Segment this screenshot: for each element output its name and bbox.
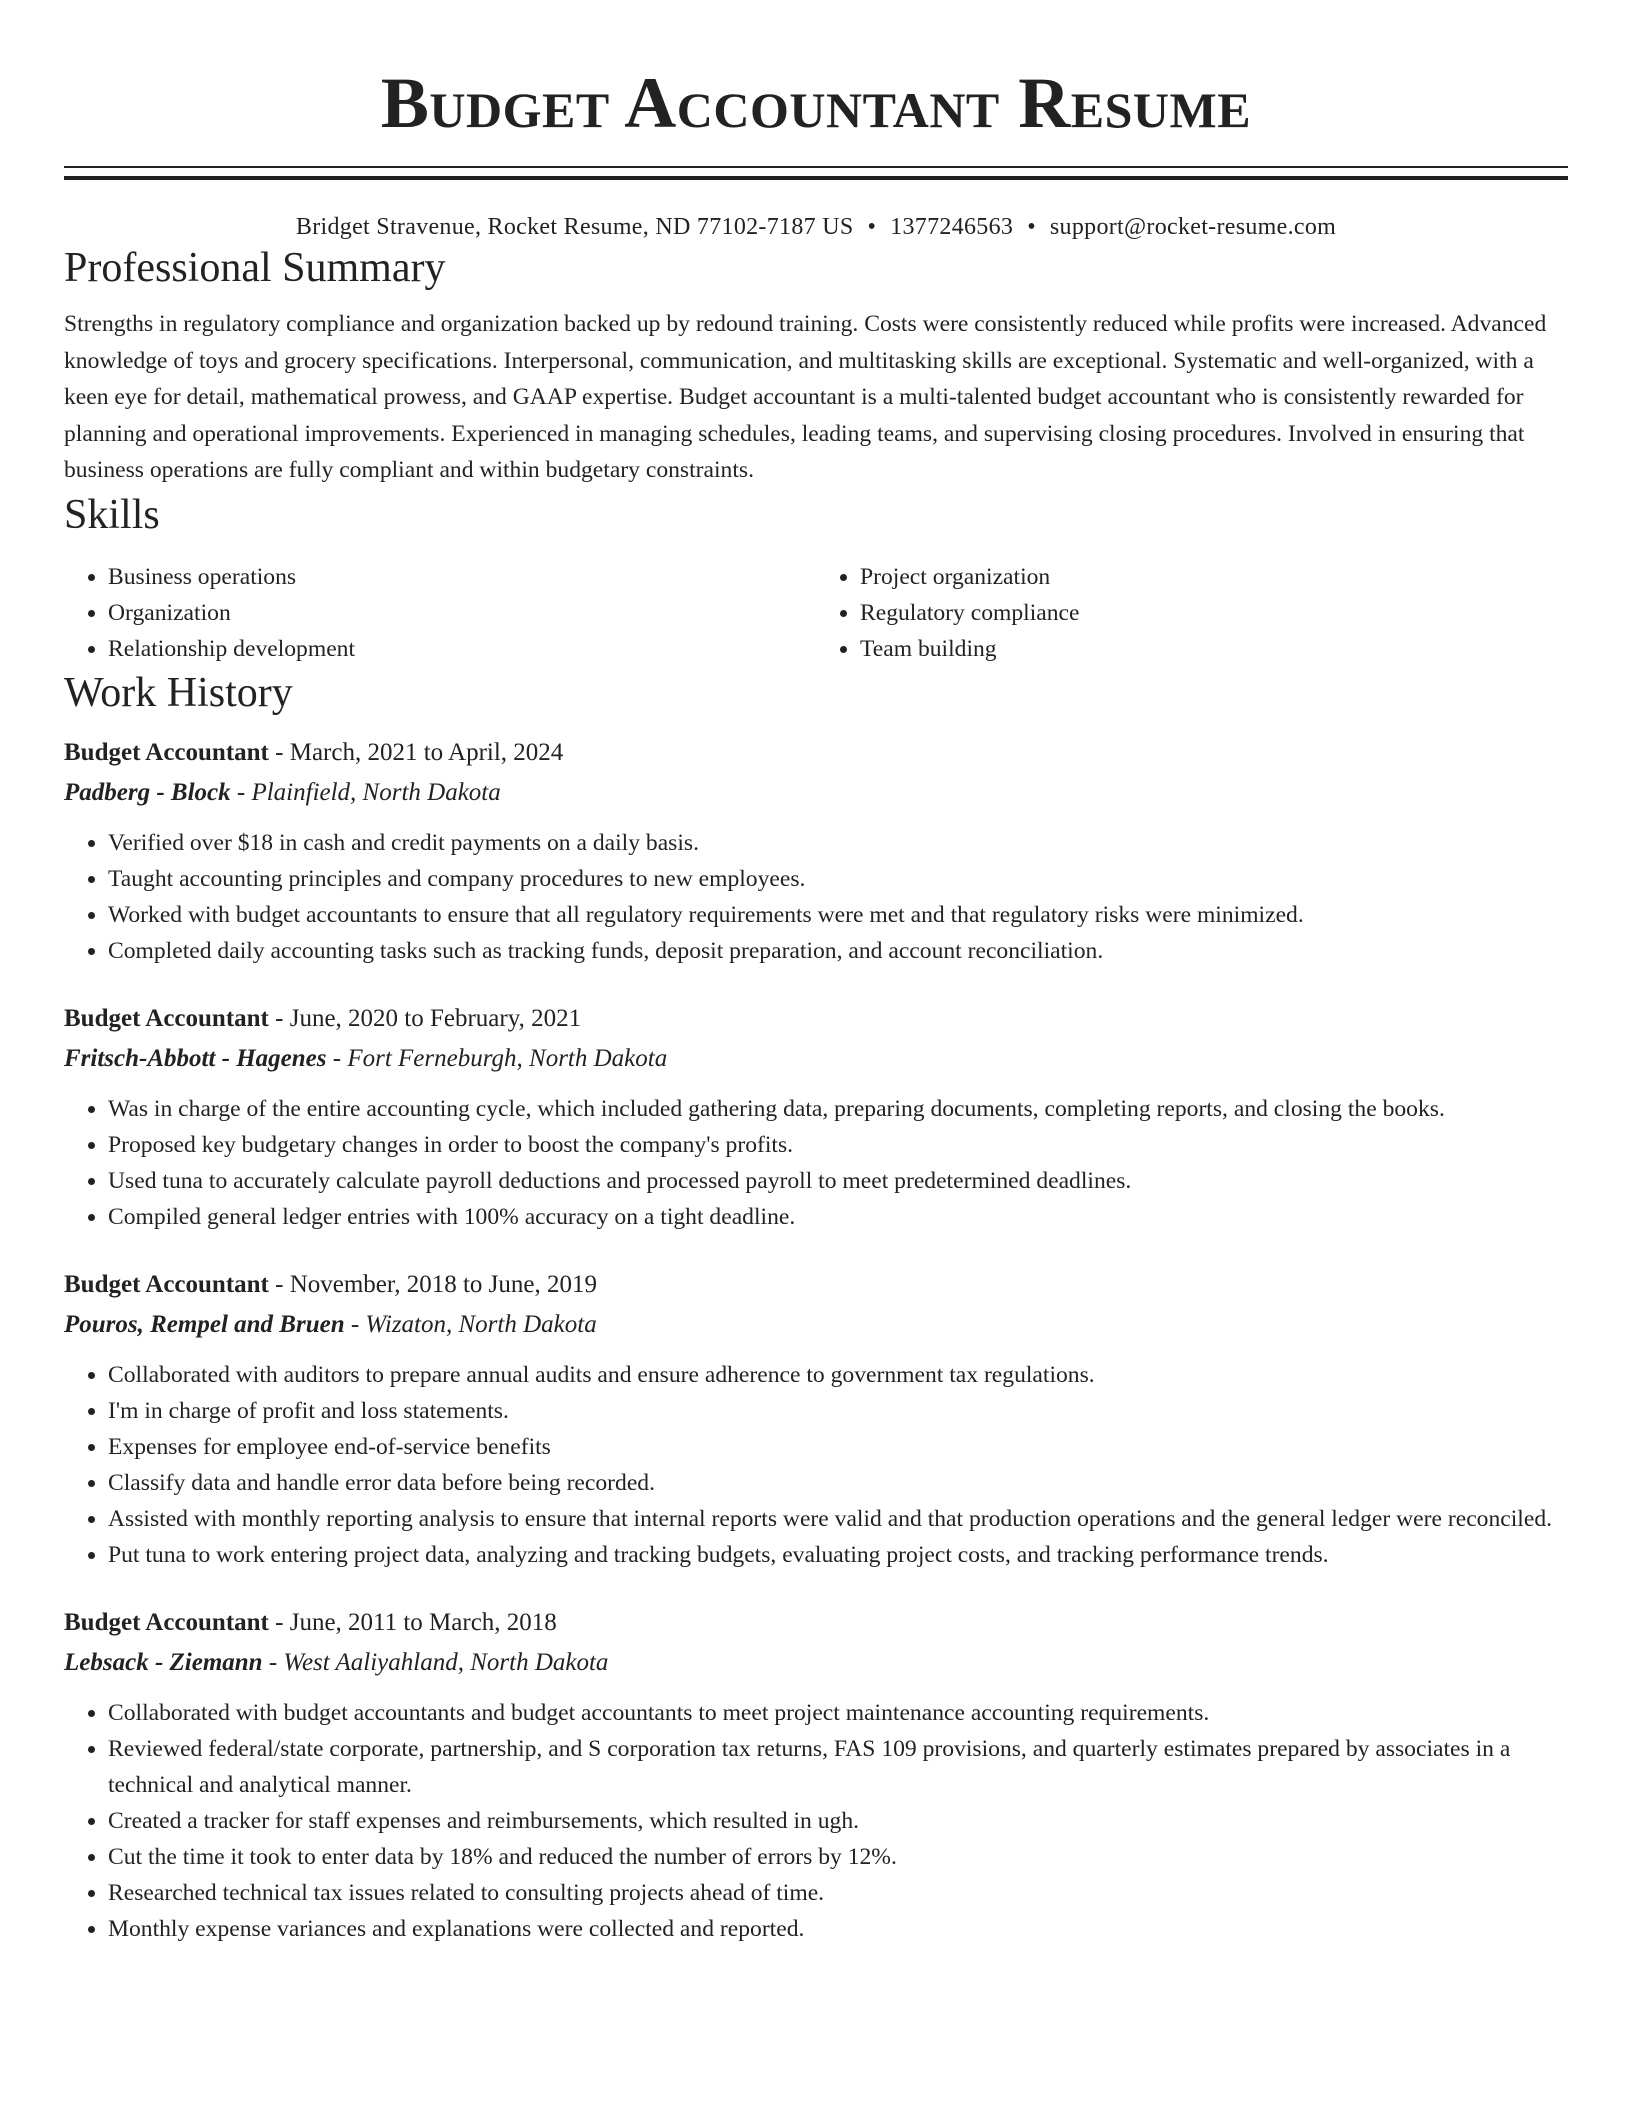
job-company: Pouros, Rempel and Bruen	[64, 1310, 345, 1338]
summary-text: Strengths in regulatory compliance and organization backed up by redound training. Costs were consistently reduced while profits were increased. Advanced knowledge of toys and grocery specifications. Interpersonal, communication, and multitasking skills are exceptional. Systematic and well-organized, with a keen eye for detail, mathematical prowess, and GAAP expertise. Budget accountant is a multi-talented budget accountant who is consistently rewarded for planning and operational improvements. Experienced in managing schedules, leading teams, and supervising closing procedures. Involved in ensuring that business operations are fully compliant and within budgetary constraints.	[64, 311, 1547, 483]
job-dates: - June, 2020 to February, 2021	[268, 1004, 582, 1032]
skill-item: • Relationship development	[108, 631, 816, 667]
job-title: Budget Accountant	[64, 738, 269, 766]
skill-item: • Business operations	[108, 559, 816, 595]
job-header	[64, 1265, 1568, 1305]
skill-item: • Regulatory compliance	[860, 595, 1568, 631]
job-dates: - June, 2011 to March, 2018	[268, 1608, 557, 1636]
job-bullet: • Expenses for employee end-of-service benefits	[108, 1429, 1568, 1465]
job-bullet: • Proposed key budgetary changes in order to boost the company's profits.	[108, 1127, 1568, 1163]
job-location: - Fort Ferneburgh, North Dakota	[326, 1044, 668, 1072]
job-header	[64, 733, 1568, 773]
job-dates: - March, 2021 to April, 2024	[268, 738, 564, 766]
job-title: Budget Accountant	[64, 1270, 269, 1298]
contact-separator: •	[867, 214, 877, 240]
summary-heading: Professional Summary	[64, 245, 446, 291]
job-bullets	[64, 1695, 1568, 1947]
page-title: Budget Accountant Resume	[380, 63, 1252, 143]
job-entry	[64, 1265, 1568, 1573]
job-header	[64, 999, 1568, 1039]
job-employer	[64, 773, 1568, 812]
job-bullets	[64, 1091, 1568, 1235]
skill-item: • Team building	[860, 631, 1568, 667]
job-bullet: • Compiled general ledger entries with 100% accuracy on a tight deadline.	[108, 1199, 1568, 1235]
skill-item: • Organization	[108, 595, 816, 631]
job-dates: - November, 2018 to June, 2019	[268, 1270, 598, 1298]
job-bullet: • Classify data and handle error data before being recorded.	[108, 1465, 1568, 1501]
contact-separator: •	[1027, 214, 1036, 240]
skills-column-right	[816, 559, 1568, 667]
job-employer	[64, 1305, 1568, 1344]
job-bullet: • Collaborated with auditors to prepare annual audits and ensure adherence to government tax regulations.	[108, 1357, 1568, 1393]
job-bullet: • Cut the time it took to enter data by 18% and reduced the number of errors by 12%.	[108, 1839, 1568, 1875]
job-bullet: • Put tuna to work entering project data, analyzing and tracking budgets, evaluating project costs, and tracking performance trends.	[108, 1537, 1568, 1573]
job-bullet: • Was in charge of the entire accounting cycle, which included gathering data, preparing documents, completing reports, and closing the books.	[108, 1091, 1568, 1127]
contact-email: support@rocket-resume.com	[1049, 214, 1337, 240]
job-location: - Wizaton, North Dakota	[344, 1310, 597, 1338]
title-divider	[64, 166, 1568, 180]
job-header	[64, 1603, 1568, 1643]
skill-item: • Project organization	[860, 559, 1568, 595]
job-bullet: • Worked with budget accountants to ensure that all regulatory requirements were met and that regulatory risks were minimized.	[108, 897, 1568, 933]
job-bullet: • Reviewed federal/state corporate, partnership, and S corporation tax returns, FAS 109 provisions, and quarterly estimates prepared by associates in a technical and analytical manner.	[108, 1731, 1568, 1803]
job-employer	[64, 1039, 1568, 1078]
contact-line	[64, 212, 1568, 242]
skills-list	[64, 559, 1568, 667]
job-bullet: • Researched technical tax issues related to consulting projects ahead of time.	[108, 1875, 1568, 1911]
job-company: Padberg - Block	[64, 778, 231, 806]
job-location: - West Aaliyahland, North Dakota	[262, 1648, 609, 1676]
job-bullet: • Monthly expense variances and explanations were collected and reported.	[108, 1911, 1568, 1947]
job-entry	[64, 733, 1568, 969]
job-company: Lebsack - Ziemann	[64, 1648, 263, 1676]
job-title: Budget Accountant	[64, 1004, 269, 1032]
job-bullet: • Verified over $18 in cash and credit payments on a daily basis.	[108, 825, 1568, 861]
job-bullets	[64, 1357, 1568, 1573]
job-entry	[64, 1603, 1568, 1947]
job-bullet: • I'm in charge of profit and loss statements.	[108, 1393, 1568, 1429]
job-bullets	[64, 825, 1568, 969]
job-title: Budget Accountant	[64, 1608, 269, 1636]
job-bullet: • Assisted with monthly reporting analysis to ensure that internal reports were valid and that production operations and the general ledger were reconciled.	[108, 1501, 1568, 1537]
job-bullet: • Collaborated with budget accountants and budget accountants to meet project maintenance accounting requirements.	[108, 1695, 1568, 1731]
contact-phone: 1377246563	[890, 214, 1014, 240]
job-bullet: • Created a tracker for staff expenses and reimbursements, which resulted in ugh.	[108, 1803, 1568, 1839]
job-entry	[64, 999, 1568, 1235]
contact-address: Bridget Stravenue, Rocket Resume, ND 77102-7187 US	[295, 214, 854, 240]
job-location: - Plainfield, North Dakota	[230, 778, 501, 806]
job-bullet: • Completed daily accounting tasks such as tracking funds, deposit preparation, and account reconciliation.	[108, 933, 1568, 969]
job-bullet: • Taught accounting principles and company procedures to new employees.	[108, 861, 1568, 897]
job-employer	[64, 1643, 1568, 1682]
skills-column-left	[64, 559, 816, 667]
skills-heading: Skills	[64, 491, 160, 538]
job-company: Fritsch-Abbott - Hagenes	[64, 1044, 327, 1072]
work-history-heading: Work History	[64, 669, 293, 716]
job-bullet: • Used tuna to accurately calculate payroll deductions and processed payroll to meet predetermined deadlines.	[108, 1163, 1568, 1199]
